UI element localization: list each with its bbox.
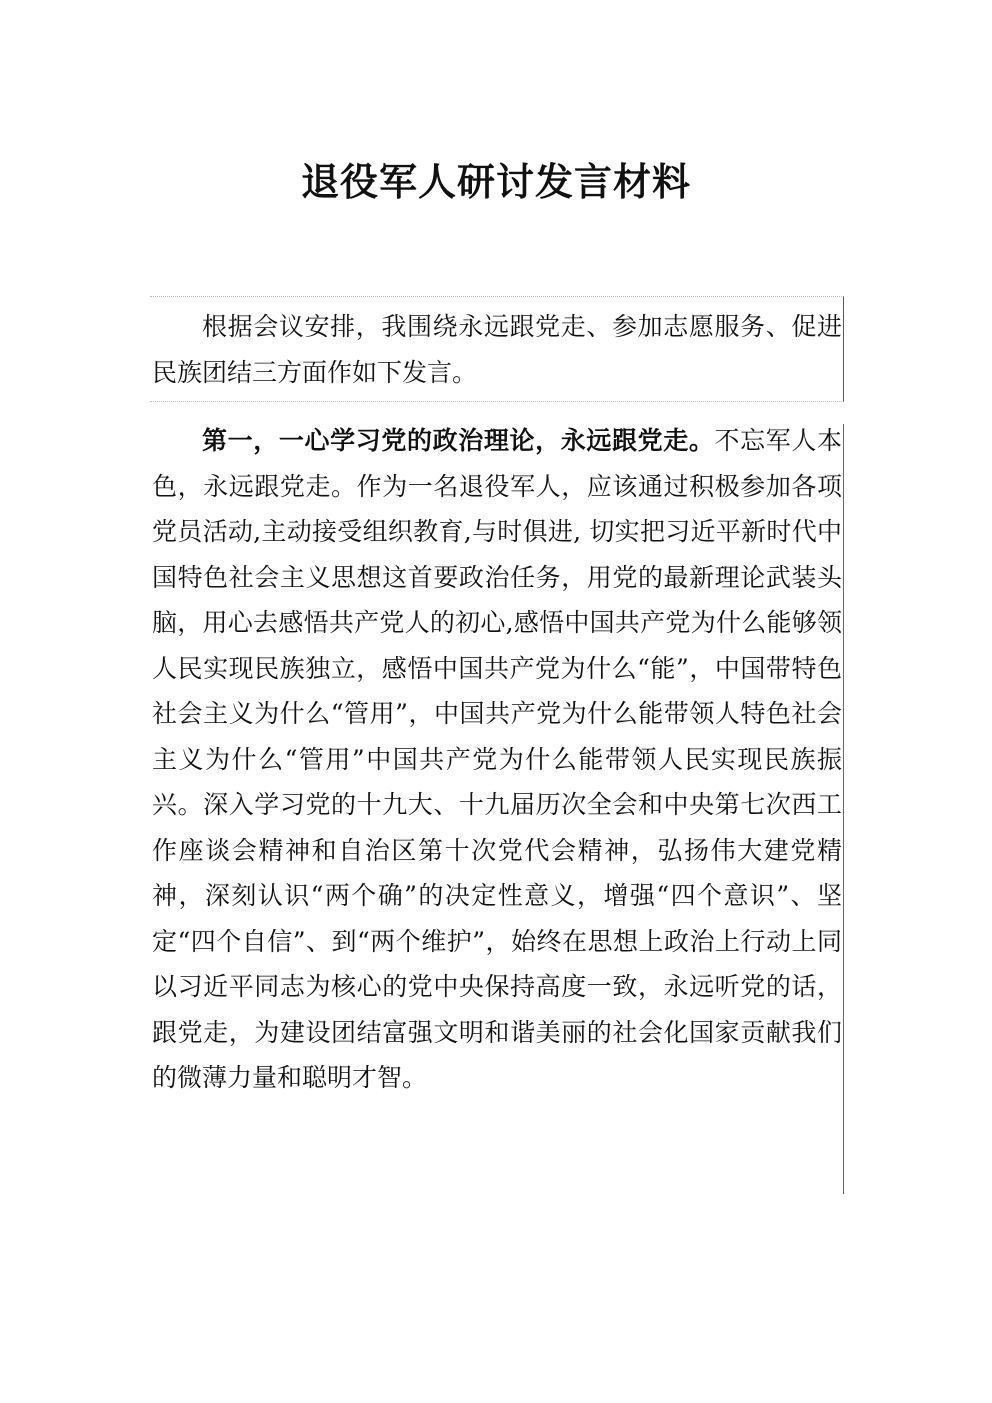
- margin-line: [842, 424, 844, 1194]
- intro-paragraph: 根据会议安排，我围绕永远跟党走、参加志愿服务、促进民族团结三方面作如下发言。: [152, 312, 842, 387]
- section-1-heading: 第一，一心学习党的政治理论，永远跟党走。: [202, 426, 715, 455]
- section-1-body: 不忘军人本色，永远跟党走。作为一名退役军人，应该通过积极参加各项党员活动,主动接受组织教育,与时俱进, 切实把习近平新时代中国特色社会主义思想这首要政治任务，用党的最新理论武装头脑，用心去感悟共产党人的初心,感悟中国共产党为什么能够领人民实现民族独立，感悟中国共产党为什么“能”，中国带特色社会主义为什么“管用”，中国共产党为什么能带领人特色社会主义为什么“管用”中国共产党为什么能带领人民实现民族振兴。深入学习党的十九大、十九届历次全会和中央第七次西工作座谈会精神和自治区第十次党代会精神，弘扬伟大建党精神，深刻认识“两个确”的决定性意义，增强“四个意识”、坚定“四个自信”、到“两个维护”，始终在思想上政治上行动上同以习近平同志为核心的党中央保持高度一致，永远听党的话，跟党走，为建设团结富强文明和谐美丽的社会化国家贡献我们的微薄力量和聪明才智。: [152, 426, 842, 1092]
- section-1-paragraph: [152, 418, 842, 1101]
- document-title: 退役军人研讨发言材料: [300, 159, 691, 204]
